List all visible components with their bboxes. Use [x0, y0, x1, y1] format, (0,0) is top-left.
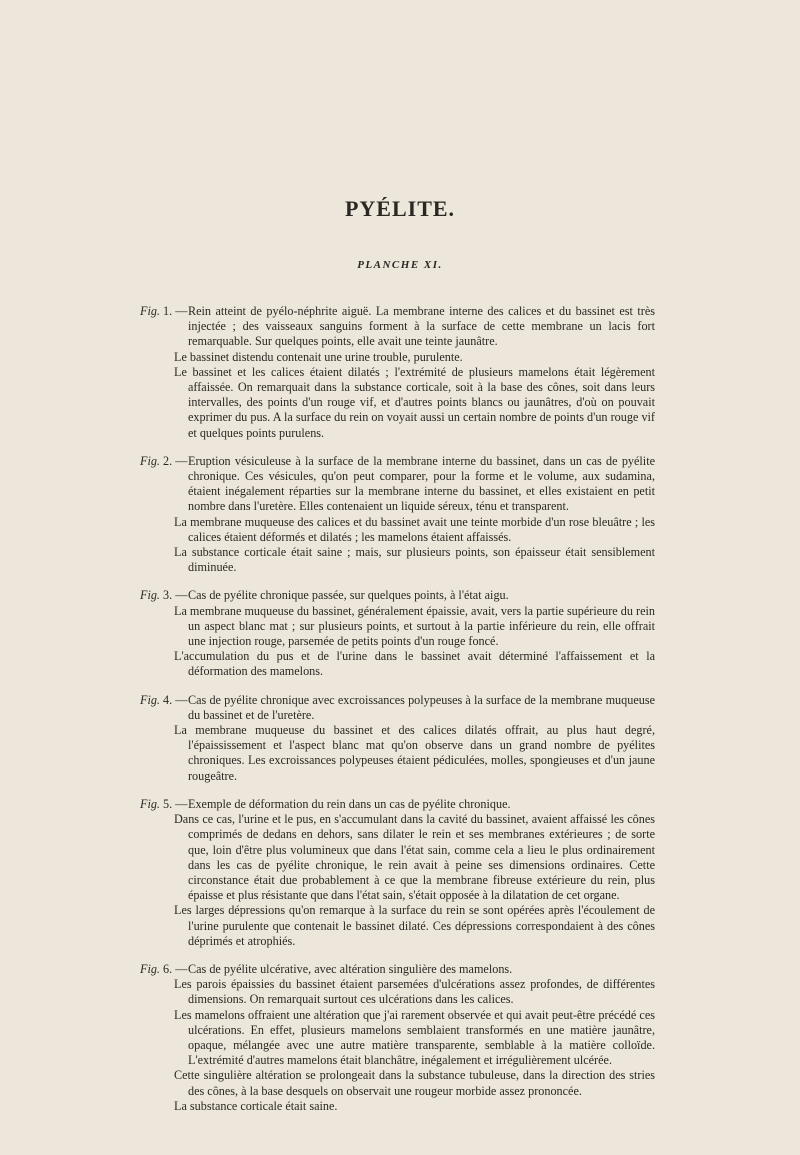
paragraph-text: Le bassinet distendu contenait une urine trouble, purulente.: [174, 349, 463, 364]
figure-paragraph: [140, 515, 655, 545]
paragraph-text: L'accumulation du pus et de l'urine dans le bassinet avait déterminé l'affaissement et la déformation des mamelons.: [174, 649, 655, 679]
figure-paragraph: [140, 962, 655, 977]
paragraph-text: Cette singulière altération se prolongeait dans la substance tubuleuse, dans la direction des stries des cônes, à la base desquels on observait une rougeur morbide assez prononcée.: [174, 1068, 655, 1098]
figure-entry: [140, 962, 655, 1114]
figure-paragraph: [140, 454, 655, 515]
figure-abbrev: Fig.: [140, 961, 160, 976]
figure-paragraph: [140, 903, 655, 949]
paragraph-text: Les mamelons offraient une altération que j'ai rarement observée et qui avait peut-être précédé ces ulcérations. En effet, plusieurs mamelons semblaient transformés en une matière jaunâtre, opaque, mélangée avec une autre matière transparente, semblable à la matière colloïde. L'extrémité d'autres mamelons était blanchâtre, inégalement et irrégulièrement ulcérée.: [174, 1007, 655, 1068]
figure-label: Fig. 6. —: [140, 961, 188, 976]
paragraph-text: Le bassinet et les calices étaient dilatés ; l'extrémité de plusieurs mamelons était légèrement affaissée. On remarquait dans la substance corticale, soit à la base des cônes, soit dans leurs intervalles, des points d'un rouge vif, et d'autres points blancs ou jaunâtres, d'où on pouvait exprimer du pus. A la surface du rein on voyait aussi un certain nombre de points d'un rouge vif et quelques points purulens.: [174, 364, 655, 440]
figure-paragraph: [140, 977, 655, 1007]
figure-entry: [140, 693, 655, 784]
figure-paragraph: [140, 350, 655, 365]
figure-label: Fig. 3. —: [140, 588, 188, 603]
paragraph-text: Les parois épaissies du bassinet étaient parsemées d'ulcérations assez profondes, de différentes dimensions. On remarquait surtout ces ulcérations dans les calices.: [174, 977, 655, 1007]
paragraph-text: Dans ce cas, l'urine et le pus, en s'accumulant dans la cavité du bassinet, avaient affaissé les cônes comprimés de dedans en dehors, sans dilater le rein et ses membranes extérieures ; de sorte que, loin d'être plus volumineux que dans l'état sain, comme cela a lieu le plus ordinairement dans les cas de pyélite chronique, le rein avait à peine ses dimensions ordinaires. Cette circonstance était due probablement à ce que la membrane fibreuse extérieure du rein, plus épaisse et plus résistante que dans l'état sain, s'était opposée à la dilatation de cet organe.: [174, 812, 655, 903]
figure-abbrev: Fig.: [140, 796, 160, 811]
figure-paragraph: [140, 1008, 655, 1069]
figure-number: 1.: [163, 304, 173, 318]
figure-abbrev: Fig.: [140, 304, 160, 318]
paragraph-text: Cas de pyélite chronique passée, sur quelques points, à l'état aigu.: [188, 588, 509, 603]
figure-descriptions: [140, 304, 655, 1127]
figure-entry: [140, 454, 655, 576]
paragraph-text: Rein atteint de pyélo-néphrite aiguë. La membrane interne des calices et du bassinet est très injectée ; des vaisseaux sanguins forment à la surface de cette membrane un lacis fort remarquable. Sur quelques points, elle avait une teinte jaunâtre.: [188, 304, 655, 349]
figure-paragraph: [140, 604, 655, 650]
figure-paragraph: [140, 1099, 655, 1114]
paragraph-text: La substance corticale était saine ; mais, sur plusieurs points, son épaisseur était sensiblement diminuée.: [174, 545, 655, 575]
figure-paragraph: [140, 723, 655, 784]
paragraph-text: La membrane muqueuse des calices et du bassinet avait une teinte morbide d'un rose bleuâtre ; les calices étaient déformés et dilatés ; les mamelons étaient affaissés.: [174, 514, 655, 544]
figure-paragraph: [140, 365, 655, 441]
figure-number: 5.: [163, 796, 173, 811]
figure-entry: [140, 588, 655, 679]
figure-paragraph: [140, 1068, 655, 1098]
paragraph-text: Eruption vésiculeuse à la surface de la membrane interne du bassinet, dans un cas de pyélite chronique. Ces vésicules, qu'on peut comparer, pour la forme et le volume, aux sudamina, étaient inégalement réparties sur la membrane interne du bassinet, et elles existaient en petit nombre dans l'uretère. Elles contenaient un liquide séreux, ténu et transparent.: [188, 453, 655, 514]
figure-number: 2.: [163, 453, 173, 468]
figure-label: Fig. 5. —: [140, 796, 188, 811]
figure-paragraph: [140, 649, 655, 679]
paragraph-text: Exemple de déformation du rein dans un cas de pyélite chronique.: [188, 796, 511, 811]
figure-number: 4.: [163, 692, 173, 707]
figure-paragraph: [140, 812, 655, 903]
figure-paragraph: [140, 545, 655, 575]
figure-abbrev: Fig.: [140, 453, 160, 468]
figure-label: Fig. 1. —: [140, 304, 188, 318]
figure-entry: [140, 304, 655, 441]
figure-abbrev: Fig.: [140, 588, 160, 603]
figure-number: 6.: [163, 961, 173, 976]
plate-subtitle: PLANCHE XI.: [357, 259, 443, 271]
paragraph-text: La membrane muqueuse du bassinet et des calices dilatés offrait, au plus haut degré, l'épaississement et l'aspect blanc mat qu'on observe dans un grand nombre de pyélites chroniques. Les excroissances polypeuses étaient pédiculées, molles, spongieuses et d'un jaune rougeâtre.: [174, 723, 655, 783]
page-title: PYÉLITE.: [344, 196, 456, 221]
figure-label: Fig. 2. —: [140, 453, 188, 468]
figure-paragraph: [140, 304, 655, 350]
figure-paragraph: [140, 693, 655, 723]
figure-abbrev: Fig.: [140, 692, 160, 707]
figure-number: 3.: [163, 588, 173, 603]
paragraph-text: Cas de pyélite chronique avec excroissances polypeuses à la surface de la membrane muqueuse du bassinet et de l'uretère.: [188, 692, 655, 722]
figure-paragraph: [140, 797, 655, 812]
figure-entry: [140, 797, 655, 949]
figure-paragraph: [140, 588, 655, 603]
paragraph-text: Cas de pyélite ulcérative, avec altération singulière des mamelons.: [188, 961, 513, 976]
paragraph-text: La substance corticale était saine.: [174, 1098, 338, 1113]
paragraph-text: Les larges dépressions qu'on remarque à la surface du rein se sont opérées après l'écoulement de l'urine purulente que contenait le bassinet dilaté. Ces dépressions correspondaient à des cônes déprimés et atrophiés.: [174, 903, 655, 948]
figure-label: Fig. 4. —: [140, 692, 188, 707]
paragraph-text: La membrane muqueuse du bassinet, généralement épaissie, avait, vers la partie supérieure du rein un aspect blanc mat ; sur plusieurs points, et surtout à la partie inférieure du rein, elle offrait une injection rouge, parsemée de petits points d'un rouge foncé.: [174, 603, 655, 649]
